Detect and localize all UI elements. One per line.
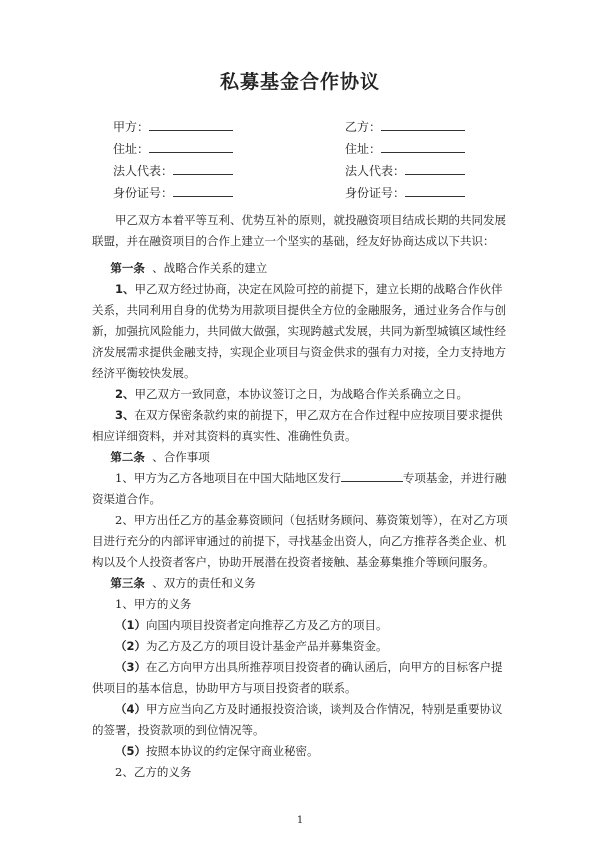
party-b-blank [381, 118, 465, 131]
legal-rep-b-blank [405, 162, 465, 175]
id-a-label: 身份证号： [113, 184, 233, 201]
section-2-para-1: 1、甲方为乙方各地项目在中国大陆地区发行 专项基金，并进行融资渠道合作。 [92, 471, 507, 506]
party-a-label: 甲方： [113, 118, 233, 135]
party-row [113, 184, 493, 204]
section-3-item-5: （5）按照本协议的约定保守商业秘密。 [115, 744, 319, 758]
legal-rep-a-blank [173, 162, 233, 175]
section-2-heading: 第二条 、合作事项 [110, 450, 210, 464]
document-title: 私募基金合作协议 [219, 71, 380, 93]
section-3-heading: 第三条 、双方的责任和义务 [110, 576, 256, 590]
section-1-para-3: 3、在双方保密条款约束的前提下，甲乙双方在合作过程中应按项目要求提供相应详细资料，并对其资料的真实性、准确性负责。 [92, 408, 503, 443]
intro-paragraph: 甲乙双方本着平等互利、优势互补的原则，就投融资项目结成长期的共同发展联盟，并在融资项目的合作上建立一个坚实的基础，经友好协商达成以下共识： [92, 213, 506, 248]
address-a-blank [149, 140, 233, 153]
id-b-label: 身份证号： [345, 184, 465, 201]
party-row [113, 140, 493, 160]
fund-name-blank [341, 469, 403, 482]
party-a-blank [149, 118, 233, 131]
id-b-blank [405, 184, 465, 197]
section-3-item-4: （4）甲方应当向乙方及时通报投资洽谈，谈判及合作情况，特别是重要协议的签署，投资款项的到位情况等。 [92, 702, 503, 737]
section-1-heading: 第一条 、战略合作关系的建立 [110, 261, 268, 275]
section-2-para-2: 2、甲方出任乙方的基金募资顾问（包括财务顾问、募资策划等），在对乙方项目进行充分的内部评审通过的前提下，寻找基金出资人，向乙方推荐各类企业、机构以及个人投资者客户，协助开展潜在投资者接触、基金募集推介等顾问服务。 [92, 513, 508, 569]
party-row [113, 162, 493, 182]
party-b-label: 乙方： [345, 118, 465, 135]
document-body [92, 210, 508, 783]
address-b-label: 住址： [345, 140, 465, 157]
address-a-label: 住址： [113, 140, 233, 157]
section-3-item-1: （1）向国内项目投资者定向推荐乙方及乙方的项目。 [115, 618, 388, 632]
section-3-sub-1: 1、甲方的义务 [115, 597, 192, 611]
legal-rep-b-label: 法人代表： [345, 162, 465, 179]
section-1-para-2: 2、甲乙双方一致同意，本协议签订之日，为战略合作关系确立之日。 [115, 387, 469, 401]
section-3-sub-2: 2、乙方的义务 [115, 765, 192, 779]
page-number: 1 [296, 815, 304, 826]
section-3-item-2: （2）为乙方及乙方的项目设计基金产品并募集资金。 [115, 639, 388, 653]
party-row [113, 118, 493, 138]
section-1-para-1: 1、甲乙双方经过协商，决定在风险可控的前提下，建立长期的战略合作伙伴关系，共同利用自身的优势为用款项目提供全方位的金融服务，通过业务合作与创新，加强抗风险能力，共同做大做强，实现跨越式发展，共同为新型城镇区域性经济发展需求提供金融支持，实现企业项目与资金供求的强有力对接，全力支持地方经济平衡较快发展。 [92, 282, 506, 380]
address-b-blank [381, 140, 465, 153]
id-a-blank [173, 184, 233, 197]
section-3-item-3: （3）在乙方向甲方出具所推荐项目投资者的确认函后，向甲方的目标客户提供项目的基本信息，协助甲方与项目投资者的联系。 [92, 660, 503, 695]
legal-rep-a-label: 法人代表： [113, 162, 233, 179]
